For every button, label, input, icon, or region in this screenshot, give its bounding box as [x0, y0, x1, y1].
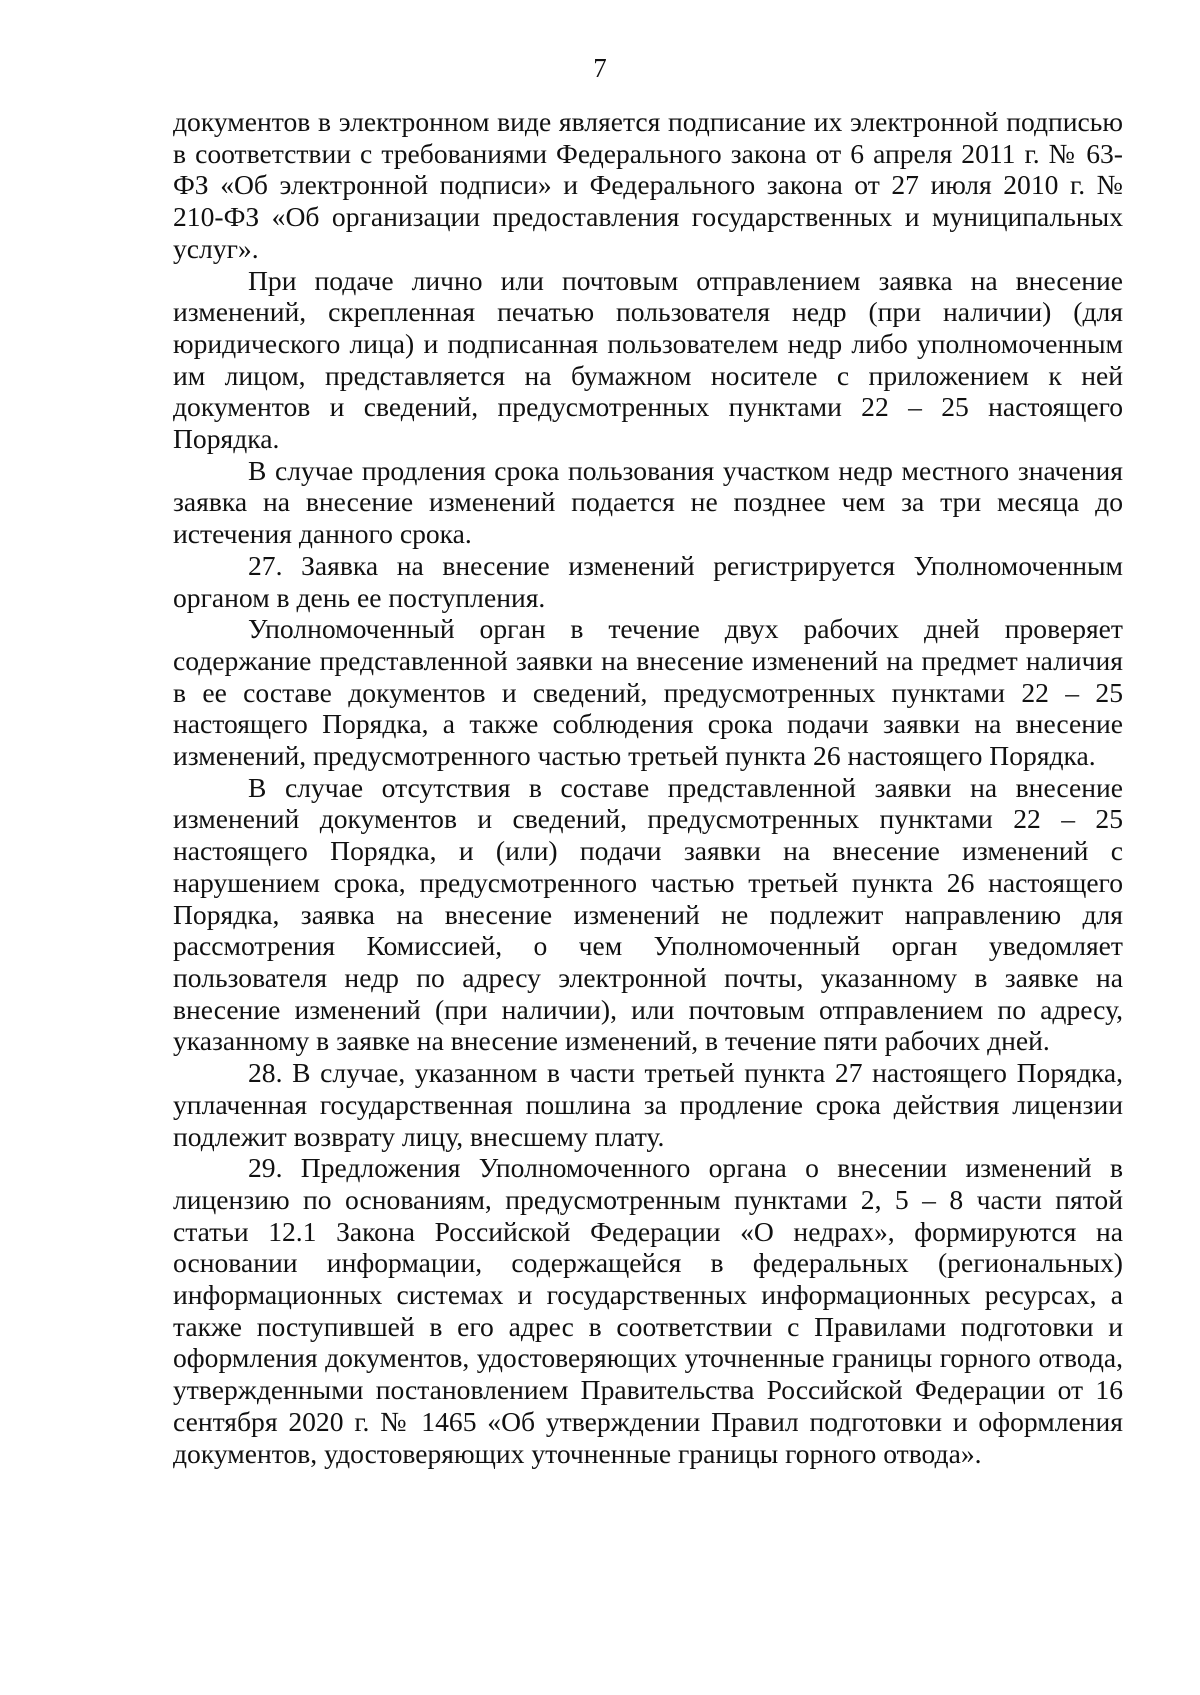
paragraph: 29. Предложения Уполномоченного органа о внесении изменений в лицензию по основаниям, предусмотренным пунктами 2, 5 – 8 части пятой статьи 12.1 Закона Российской Федерации «О недрах», формируются на основании информации, содержащейся в федеральных (региональных) информационных системах и государственных информационных ресурсах, а также поступившей в его адрес в соответствии с Правилами подготовки и оформления документов, удостоверяющих уточненные границы горного отвода, утвержденными постановлением Правительства Российской Федерации от 16 сентября 2020 г. № 1465 «Об утверждении Правил подготовки и оформления документов, удостоверяющих уточненные границы горного отвода». — [173, 1152, 1123, 1469]
paragraph: 27. Заявка на внесение изменений регистрируется Уполномоченным органом в день ее поступления. — [173, 549, 1123, 613]
paragraph: документов в электронном виде является подписание их электронной подписью в соответствии с требованиями Федерального закона от 6 апреля 2011 г. № 63-ФЗ «Об электронной подписи» и Федерального закона от 27 июля 2010 г. № 210-ФЗ «Об организации предоставления государственных и муниципальных услуг». — [173, 106, 1123, 264]
paragraph: В случае отсутствия в составе представленной заявки на внесение изменений документов и сведений, предусмотренных пунктами 22 – 25 настоящего Порядка, и (или) подачи заявки на внесение изменений с нарушением срока, предусмотренного частью третьей пункта 26 настоящего Порядка, заявка на внесение изменений не подлежит направлению для рассмотрения Комиссией, о чем Уполномоченный орган уведомляет пользователя недр по адресу электронной почты, указанному в заявке на внесение изменений (при наличии), или почтовым отправлением по адресу, указанному в заявке на внесение изменений, в течение пяти рабочих дней. — [173, 771, 1123, 1057]
page-number: 7 — [593, 53, 607, 83]
paragraph: В случае продления срока пользования участком недр местного значения заявка на внесение изменений подается не позднее чем за три месяца до истечения данного срока. — [173, 454, 1123, 550]
paragraph: Уполномоченный орган в течение двух рабочих дней проверяет содержание представленной заявки на внесение изменений на предмет наличия в ее составе документов и сведений, предусмотренных пунктами 22 – 25 настоящего Порядка, а также соблюдения срока подачи заявки на внесение изменений, предусмотренного частью третьей пункта 26 настоящего Порядка. — [173, 613, 1123, 772]
paragraph: 28. В случае, указанном в части третьей пункта 27 настоящего Порядка, уплаченная государственная пошлина за продление срока действия лицензии подлежит возврату лицу, внесшему плату. — [173, 1057, 1123, 1152]
document-body — [173, 106, 1123, 1469]
paragraph: При подаче лично или почтовым отправлением заявка на внесение изменений, скрепленная печатью пользователя недр (при наличии) (для юридического лица) и подписанная пользователем недр либо уполномоченным им лицом, представляется на бумажном носителе с приложением к ней документов и сведений, предусмотренных пунктами 22 – 25 настоящего Порядка. — [173, 264, 1123, 455]
